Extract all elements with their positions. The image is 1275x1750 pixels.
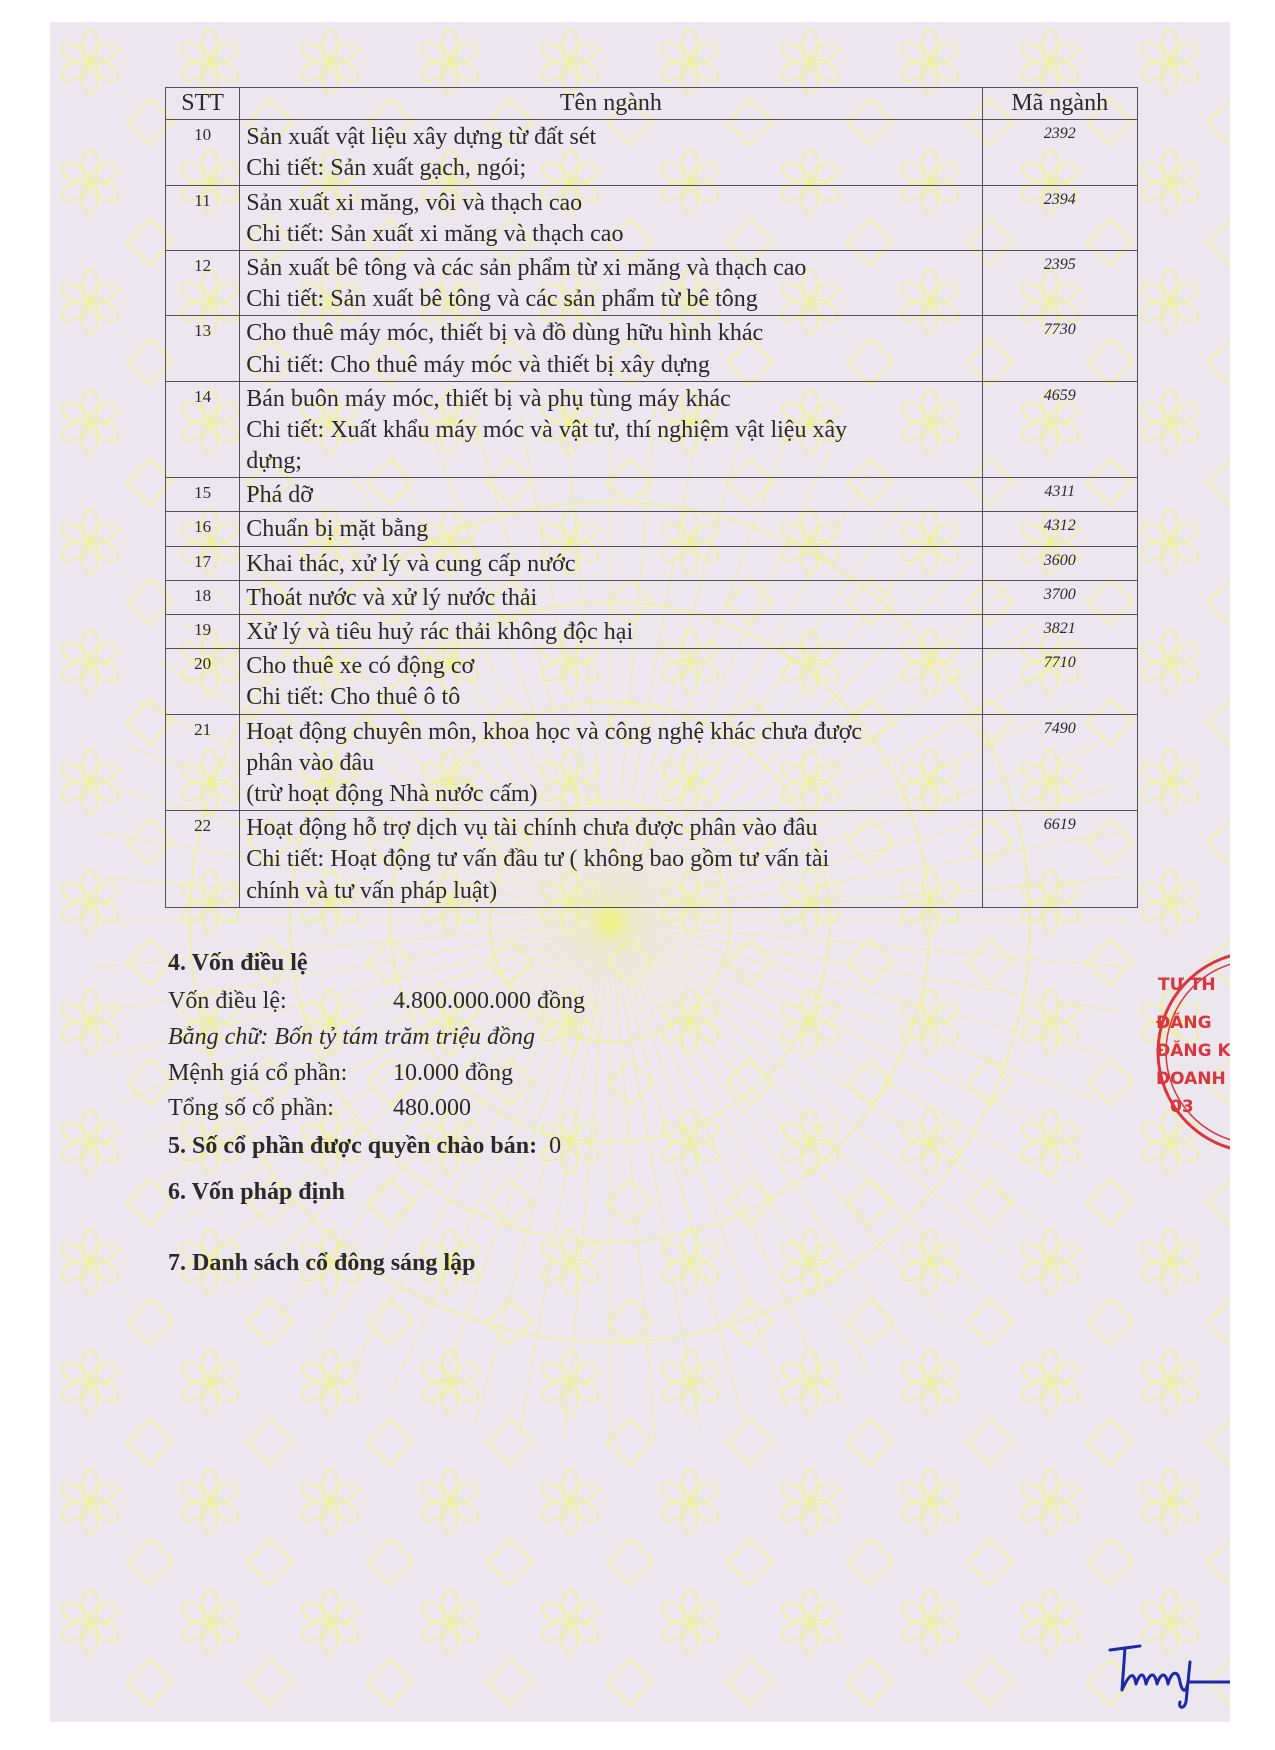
table-header-row [166, 88, 1138, 120]
handwritten-signature [1100, 1632, 1230, 1712]
row-industry-code: 2395 [982, 250, 1138, 315]
offered-shares-label: 5. Số cổ phần được quyền chào bán: [168, 1133, 538, 1159]
row-industry-name [240, 478, 982, 512]
industry-name-line: (trừ hoạt động Nhà nước cấm) [246, 780, 538, 807]
industry-name-line: Chi tiết: Cho thuê máy móc và thiết bị xây dựng [246, 351, 710, 378]
row-industry-code: 4659 [982, 381, 1138, 478]
industry-name-line: Chuẩn bị mặt bằng [246, 516, 429, 543]
row-industry-code: 2394 [982, 185, 1138, 250]
table-row [166, 120, 1138, 185]
par-value-label: Mệnh giá cổ phần: [168, 1060, 348, 1086]
row-industry-name [240, 546, 982, 580]
row-stt: 20 [166, 649, 240, 714]
industry-name-line: Chi tiết: Cho thuê ô tô [246, 684, 461, 711]
row-industry-name [240, 512, 982, 546]
industry-name-line: Sản xuất bê tông và các sản phẩm từ xi măng và thạch cao [246, 254, 807, 281]
offered-shares-line [168, 1133, 561, 1160]
industry-name-line: phân vào đâu [246, 749, 375, 776]
offered-shares-value: 0 [549, 1133, 562, 1159]
row-industry-name [240, 250, 982, 315]
table-row [166, 381, 1138, 478]
table-row [166, 811, 1138, 908]
par-value-value: 10.000 đồng [393, 1060, 513, 1086]
row-stt: 16 [166, 512, 240, 546]
document-page [50, 22, 1243, 1722]
row-stt: 10 [166, 120, 240, 185]
header-stt: STT [166, 88, 240, 120]
stamp-text-line: ĐĂNG [1156, 1013, 1212, 1033]
industry-name-line: Chi tiết: Hoạt động tư vấn đầu tư ( không bao gồm tư vấn tài [246, 846, 830, 873]
row-industry-code: 3600 [982, 546, 1138, 580]
stamp-text-line: DOANH [1156, 1069, 1226, 1089]
header-industry-name: Tên ngành [240, 88, 982, 120]
row-industry-name [240, 714, 982, 811]
row-industry-name [240, 615, 982, 649]
row-stt: 14 [166, 381, 240, 478]
table-row [166, 185, 1138, 250]
table-row [166, 546, 1138, 580]
total-shares-label: Tổng số cổ phần: [168, 1095, 334, 1121]
industry-name-line: Hoạt động hỗ trợ dịch vụ tài chính chưa được phân vào đâu [246, 815, 818, 842]
industry-name-line: dựng; [246, 448, 302, 475]
table-row [166, 478, 1138, 512]
industry-name-line: Phá dỡ [246, 482, 313, 509]
charter-capital-heading: 4. Vốn điều lệ [168, 950, 308, 976]
row-stt: 15 [166, 478, 240, 512]
stamp-text-line: TƯ TH [1158, 975, 1216, 995]
row-stt: 19 [166, 615, 240, 649]
stamp-text-line: ĐĂNG KÝ [1156, 1041, 1243, 1061]
row-industry-name [240, 811, 982, 908]
row-stt: 13 [166, 316, 240, 381]
charter-capital-label: Vốn điều lệ: [168, 988, 287, 1014]
table-row [166, 250, 1138, 315]
total-shares-value: 480.000 [393, 1095, 471, 1121]
industry-name-line: Chi tiết: Xuất khẩu máy móc và vật tư, thí nghiệm vật liệu xây [246, 416, 848, 443]
row-industry-code: 7490 [982, 714, 1138, 811]
industry-name-line: Cho thuê máy móc, thiết bị và đồ dùng hữu hình khác [246, 320, 764, 347]
row-stt: 11 [166, 185, 240, 250]
table-row [166, 580, 1138, 614]
row-stt: 22 [166, 811, 240, 908]
row-industry-name [240, 381, 982, 478]
row-industry-code: 4311 [982, 478, 1138, 512]
row-industry-name [240, 580, 982, 614]
row-industry-code: 2392 [982, 120, 1138, 185]
industry-name-line: Chi tiết: Sản xuất bê tông và các sản phẩm từ bê tông [246, 286, 758, 313]
row-industry-name [240, 185, 982, 250]
row-industry-name [240, 649, 982, 714]
row-stt: 17 [166, 546, 240, 580]
row-industry-code: 3700 [982, 580, 1138, 614]
red-seal-stamp [1148, 952, 1243, 1152]
row-industry-name [240, 120, 982, 185]
industry-name-line: Cho thuê xe có động cơ [246, 653, 475, 680]
row-stt: 12 [166, 250, 240, 315]
legal-capital-heading: 6. Vốn pháp định [168, 1179, 345, 1205]
industry-name-line: Chi tiết: Sản xuất gạch, ngói; [246, 155, 527, 182]
charter-capital-line [168, 988, 585, 1015]
industry-name-line: Khai thác, xử lý và cung cấp nước [246, 550, 576, 577]
header-industry-code: Mã ngành [982, 88, 1138, 120]
founding-shareholders-heading: 7. Danh sách cổ đông sáng lập [168, 1250, 476, 1276]
par-value-line [168, 1060, 513, 1087]
industry-name-line: Thoát nước và xử lý nước thải [246, 584, 538, 611]
industry-name-line: Hoạt động chuyên môn, khoa học và công nghệ khác chưa được [246, 718, 863, 745]
row-industry-code: 6619 [982, 811, 1138, 908]
charter-capital-value: 4.800.000.000 đồng [393, 988, 585, 1014]
total-shares-line [168, 1095, 471, 1122]
industry-name-line: Sản xuất vật liệu xây dựng từ đất sét [246, 124, 597, 151]
table-row [166, 714, 1138, 811]
row-industry-code: 3821 [982, 615, 1138, 649]
industry-name-line: chính và tư vấn pháp luật) [246, 877, 498, 904]
table-row [166, 615, 1138, 649]
table-row [166, 649, 1138, 714]
capital-in-words: Bằng chữ: Bốn tỷ tám trăm triệu đồng [168, 1024, 536, 1050]
stamp-text-line: 03 [1170, 1097, 1194, 1117]
row-industry-code: 4312 [982, 512, 1138, 546]
table-row [166, 512, 1138, 546]
table-row [166, 316, 1138, 381]
row-stt: 18 [166, 580, 240, 614]
row-stt: 21 [166, 714, 240, 811]
industry-name-line: Bán buôn máy móc, thiết bị và phụ tùng máy khác [246, 385, 731, 412]
row-industry-code: 7710 [982, 649, 1138, 714]
industry-name-line: Chi tiết: Sản xuất xi măng và thạch cao [246, 220, 624, 247]
row-industry-code: 7730 [982, 316, 1138, 381]
industry-name-line: Sản xuất xi măng, vôi và thạch cao [246, 189, 583, 216]
business-lines-table [165, 87, 1138, 908]
row-industry-name [240, 316, 982, 381]
industry-name-line: Xử lý và tiêu huỷ rác thải không độc hại [246, 619, 634, 645]
